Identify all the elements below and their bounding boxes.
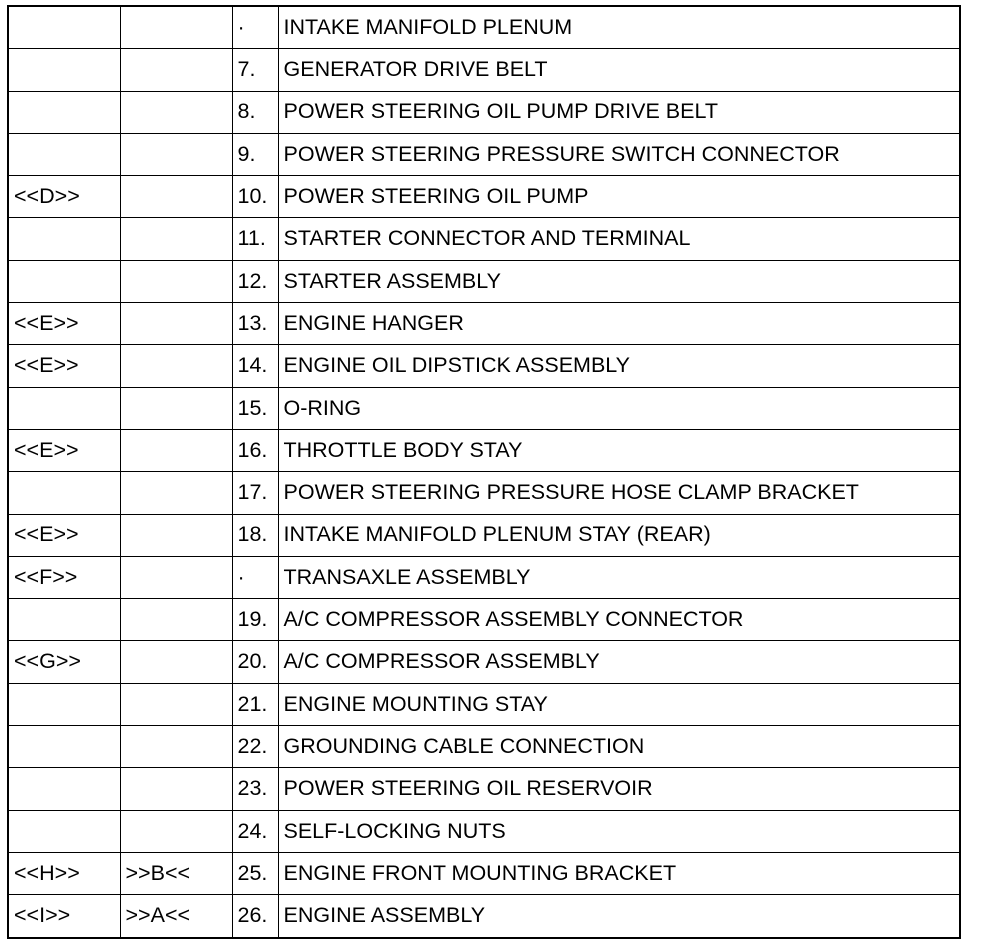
installation-ref-label-cell	[120, 133, 232, 175]
procedure-step-label-cell: <<I>>	[8, 895, 120, 938]
table-row	[8, 599, 960, 641]
procedure-step-label-cell	[8, 218, 120, 260]
installation-ref-label-cell	[120, 599, 232, 641]
table-row	[8, 683, 960, 725]
item-number-cell: 12.	[232, 260, 278, 302]
table-row	[8, 852, 960, 894]
procedure-step-label-cell	[8, 472, 120, 514]
procedure-step-label-cell	[8, 683, 120, 725]
part-description-cell: ENGINE MOUNTING STAY	[278, 683, 960, 725]
installation-ref-label-cell: >>A<<	[120, 895, 232, 938]
part-description-cell: A/C COMPRESSOR ASSEMBLY CONNECTOR	[278, 599, 960, 641]
removal-procedure-table	[7, 5, 961, 939]
item-number-cell: 13.	[232, 303, 278, 345]
part-description-cell: POWER STEERING OIL PUMP	[278, 176, 960, 218]
part-description-cell: ENGINE HANGER	[278, 303, 960, 345]
installation-ref-label-cell	[120, 218, 232, 260]
item-number-cell: 23.	[232, 768, 278, 810]
item-number-cell: 20.	[232, 641, 278, 683]
part-description-cell: A/C COMPRESSOR ASSEMBLY	[278, 641, 960, 683]
item-number-cell: ·	[232, 556, 278, 598]
item-number-cell: 21.	[232, 683, 278, 725]
item-number-cell: 19.	[232, 599, 278, 641]
table-row	[8, 303, 960, 345]
table-row	[8, 387, 960, 429]
item-number-cell: 26.	[232, 895, 278, 938]
part-description-cell: INTAKE MANIFOLD PLENUM	[278, 6, 960, 49]
part-description-cell: POWER STEERING PRESSURE HOSE CLAMP BRACKET	[278, 472, 960, 514]
item-number-cell: 14.	[232, 345, 278, 387]
procedure-step-label-cell: <<E>>	[8, 429, 120, 471]
procedure-step-label-cell	[8, 599, 120, 641]
table-row	[8, 556, 960, 598]
table-row	[8, 133, 960, 175]
part-description-cell: POWER STEERING OIL RESERVOIR	[278, 768, 960, 810]
part-description-cell: ENGINE ASSEMBLY	[278, 895, 960, 938]
item-number-cell: 22.	[232, 726, 278, 768]
table-row	[8, 768, 960, 810]
procedure-step-label-cell	[8, 260, 120, 302]
procedure-step-label-cell	[8, 49, 120, 91]
table-row	[8, 429, 960, 471]
item-number-cell: 17.	[232, 472, 278, 514]
table-row	[8, 6, 960, 49]
installation-ref-label-cell	[120, 429, 232, 471]
part-description-cell: TRANSAXLE ASSEMBLY	[278, 556, 960, 598]
part-description-cell: STARTER ASSEMBLY	[278, 260, 960, 302]
procedure-table-body	[8, 6, 960, 938]
part-description-cell: POWER STEERING OIL PUMP DRIVE BELT	[278, 91, 960, 133]
procedure-step-label-cell	[8, 387, 120, 429]
installation-ref-label-cell	[120, 176, 232, 218]
procedure-step-label-cell	[8, 810, 120, 852]
table-row	[8, 176, 960, 218]
table-row	[8, 260, 960, 302]
installation-ref-label-cell: >>B<<	[120, 852, 232, 894]
table-row	[8, 472, 960, 514]
procedure-step-label-cell: <<G>>	[8, 641, 120, 683]
item-number-cell: ·	[232, 6, 278, 49]
installation-ref-label-cell	[120, 6, 232, 49]
part-description-cell: THROTTLE BODY STAY	[278, 429, 960, 471]
item-number-cell: 18.	[232, 514, 278, 556]
item-number-cell: 8.	[232, 91, 278, 133]
table-row	[8, 726, 960, 768]
installation-ref-label-cell	[120, 726, 232, 768]
procedure-step-label-cell	[8, 6, 120, 49]
item-number-cell: 15.	[232, 387, 278, 429]
item-number-cell: 11.	[232, 218, 278, 260]
procedure-step-label-cell: <<H>>	[8, 852, 120, 894]
table-row	[8, 218, 960, 260]
table-row	[8, 641, 960, 683]
installation-ref-label-cell	[120, 91, 232, 133]
part-description-cell: O-RING	[278, 387, 960, 429]
table-row	[8, 810, 960, 852]
item-number-cell: 9.	[232, 133, 278, 175]
part-description-cell: GROUNDING CABLE CONNECTION	[278, 726, 960, 768]
procedure-step-label-cell: <<F>>	[8, 556, 120, 598]
table-row	[8, 345, 960, 387]
procedure-step-label-cell	[8, 768, 120, 810]
item-number-cell: 16.	[232, 429, 278, 471]
installation-ref-label-cell	[120, 556, 232, 598]
part-description-cell: SELF-LOCKING NUTS	[278, 810, 960, 852]
item-number-cell: 7.	[232, 49, 278, 91]
installation-ref-label-cell	[120, 768, 232, 810]
installation-ref-label-cell	[120, 303, 232, 345]
installation-ref-label-cell	[120, 260, 232, 302]
part-description-cell: INTAKE MANIFOLD PLENUM STAY (REAR)	[278, 514, 960, 556]
item-number-cell: 24.	[232, 810, 278, 852]
installation-ref-label-cell	[120, 810, 232, 852]
installation-ref-label-cell	[120, 49, 232, 91]
procedure-step-label-cell	[8, 726, 120, 768]
part-description-cell: STARTER CONNECTOR AND TERMINAL	[278, 218, 960, 260]
installation-ref-label-cell	[120, 345, 232, 387]
part-description-cell: POWER STEERING PRESSURE SWITCH CONNECTOR	[278, 133, 960, 175]
item-number-cell: 25.	[232, 852, 278, 894]
procedure-step-label-cell: <<E>>	[8, 514, 120, 556]
item-number-cell: 10.	[232, 176, 278, 218]
procedure-step-label-cell: <<E>>	[8, 345, 120, 387]
table-row	[8, 49, 960, 91]
installation-ref-label-cell	[120, 641, 232, 683]
table-row	[8, 514, 960, 556]
part-description-cell: ENGINE FRONT MOUNTING BRACKET	[278, 852, 960, 894]
installation-ref-label-cell	[120, 472, 232, 514]
table-row	[8, 91, 960, 133]
installation-ref-label-cell	[120, 683, 232, 725]
procedure-step-label-cell: <<E>>	[8, 303, 120, 345]
installation-ref-label-cell	[120, 514, 232, 556]
procedure-step-label-cell	[8, 91, 120, 133]
part-description-cell: ENGINE OIL DIPSTICK ASSEMBLY	[278, 345, 960, 387]
procedure-step-label-cell	[8, 133, 120, 175]
table-row	[8, 895, 960, 938]
part-description-cell: GENERATOR DRIVE BELT	[278, 49, 960, 91]
procedure-step-label-cell: <<D>>	[8, 176, 120, 218]
installation-ref-label-cell	[120, 387, 232, 429]
